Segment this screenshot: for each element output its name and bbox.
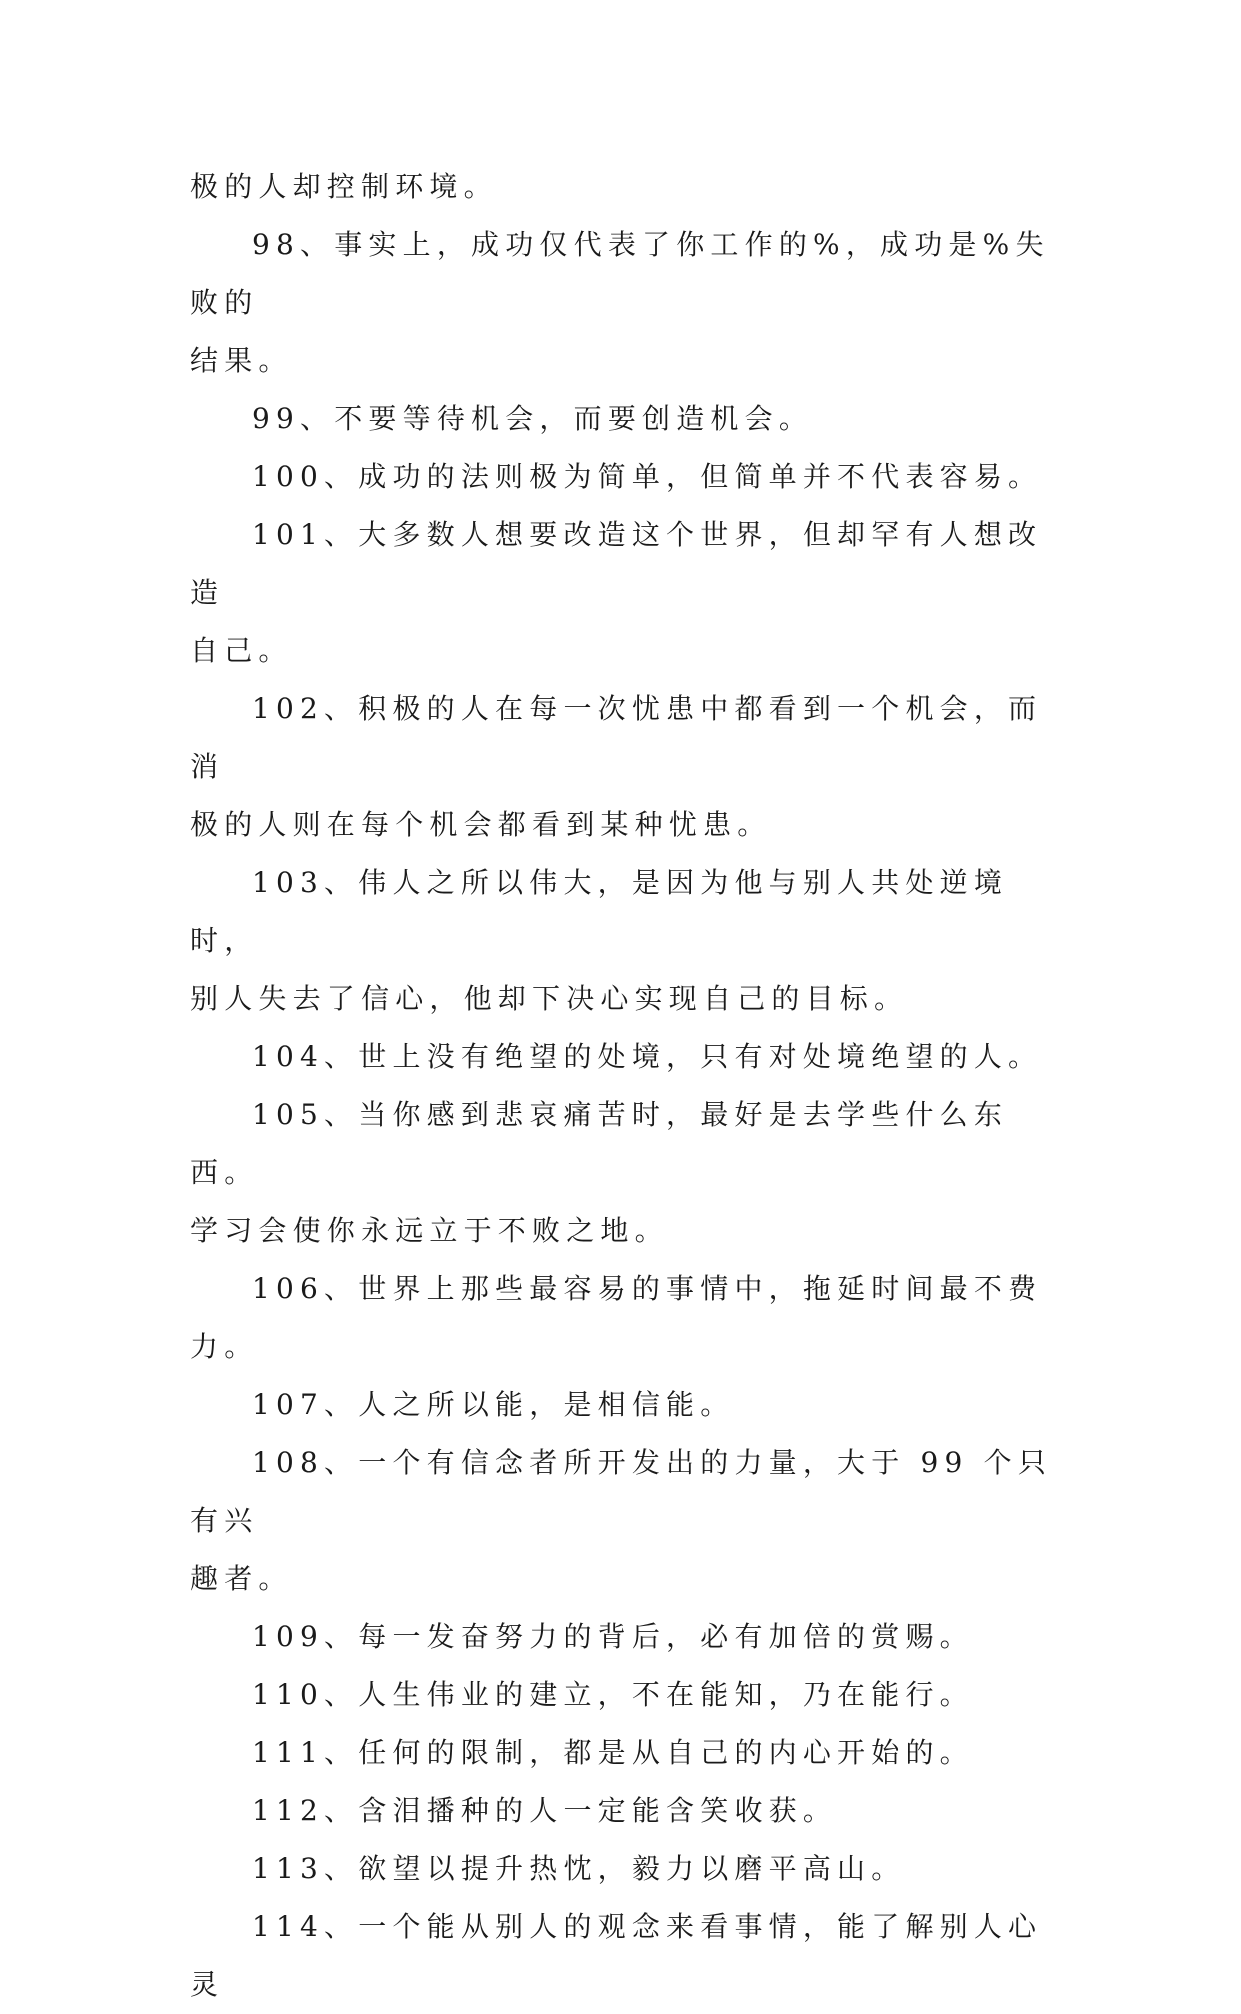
quote-paragraph: 101、大多数人想要改造这个世界，但却罕有人想改造 自己。 (190, 518, 1043, 667)
quote-paragraph: 112、含泪播种的人一定能含笑收获。 (252, 1794, 838, 1827)
document-body (190, 158, 1060, 2014)
quote-paragraph: 98、事实上，成功仅代表了你工作的%，成功是%失败的 结果。 (190, 228, 1050, 377)
quote-paragraph: 110、人生伟业的建立，不在能知，乃在能行。 (252, 1678, 974, 1711)
quote-paragraph: 99、不要等待机会，而要创造机会。 (252, 402, 814, 435)
continuation-paragraph: 极的人却控制环境。 (190, 170, 498, 203)
quote-paragraph: 105、当你感到悲哀痛苦时，最好是去学些什么东西。 学习会使你永远立于不败之地。 (190, 1098, 1009, 1247)
quote-paragraph: 113、欲望以提升热忱，毅力以磨平高山。 (252, 1852, 906, 1885)
quote-paragraph: 108、一个有信念者所开发出的力量，大于 99 个只有兴 趣者。 (190, 1446, 1053, 1595)
quote-paragraph: 102、积极的人在每一次忧患中都看到一个机会，而消 极的人则在每个机会都看到某种忧患。 (190, 692, 1043, 841)
quote-paragraph: 100、成功的法则极为简单，但简单并不代表容易。 (252, 460, 1043, 493)
quote-paragraph: 103、伟人之所以伟大，是因为他与别人共处逆境时， 别人失去了信心，他却下决心实现自己的目标。 (190, 866, 1009, 1015)
quote-paragraph: 114、一个能从别人的观念来看事情，能了解别人心灵 (190, 1910, 1043, 2001)
quote-paragraph: 106、世界上那些最容易的事情中，拖延时间最不费力。 (190, 1272, 1043, 1363)
quote-paragraph: 104、世上没有绝望的处境，只有对处境绝望的人。 (252, 1040, 1043, 1073)
quote-paragraph: 109、每一发奋努力的背后，必有加倍的赏赐。 (252, 1620, 974, 1653)
quote-paragraph: 111、任何的限制，都是从自己的内心开始的。 (252, 1736, 974, 1769)
quote-paragraph: 107、人之所以能，是相信能。 (252, 1388, 735, 1421)
